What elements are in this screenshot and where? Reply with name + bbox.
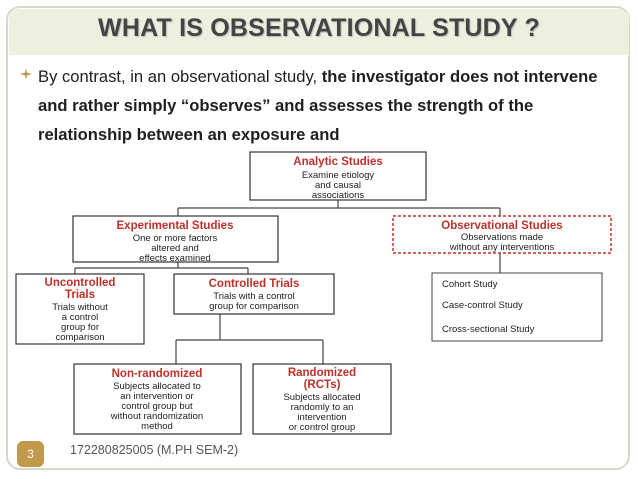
uncontrolled-trials-box (16, 274, 144, 344)
bullet-icon (20, 68, 32, 80)
non-randomized-line: method (141, 421, 173, 432)
randomized-line: intervention (297, 412, 347, 423)
experimental-title: Experimental Studies (116, 220, 234, 232)
experimental-studies-box (73, 216, 278, 264)
randomized-title: Randomized (287, 367, 357, 379)
experimental-line: effects examined (139, 253, 211, 264)
case-control-study-label: Case-control Study (442, 300, 523, 311)
uncontrolled-line: Trials without (52, 302, 108, 313)
randomized-title: (RCTs) (303, 379, 341, 391)
non-randomized-line: without randomization (110, 411, 204, 422)
observational-line: without any interventions (449, 242, 555, 253)
non-randomized-line: control group but (121, 401, 193, 412)
randomized-line: Subjects allocated (283, 392, 361, 403)
observational-line: Observations made (460, 232, 544, 243)
controlled-line: group for comparison (209, 301, 299, 312)
randomized-line: or control group (288, 422, 356, 433)
non-randomized-line: Subjects allocated to (113, 381, 201, 392)
bullet-text (38, 62, 628, 150)
bullet-text-bold: the investigator does not intervene and rather simply “observes” and assesses the strength of the relationship between an exposure and (38, 67, 598, 144)
analytic-line: and causal (315, 180, 361, 191)
uncontrolled-title: Trials (64, 289, 96, 301)
experimental-line: One or more factors (132, 233, 218, 244)
uncontrolled-line: comparison (55, 332, 105, 343)
uncontrolled-line: group for (60, 322, 100, 333)
bullet-text-normal: By contrast, in an observational study, (38, 67, 322, 86)
non-randomized-box (74, 364, 241, 434)
controlled-trials-box (174, 274, 334, 314)
non-randomized-title: Non-randomized (111, 368, 203, 380)
analytic-studies-box (250, 152, 426, 201)
randomized-line: randomly to an (290, 402, 354, 413)
analytic-line: associations (311, 190, 365, 201)
controlled-title: Controlled Trials (208, 278, 300, 290)
slide-number: 3 (17, 441, 44, 467)
analytic-title: Analytic Studies (293, 156, 383, 168)
uncontrolled-title: Uncontrolled (44, 277, 116, 289)
observational-studies-box (393, 216, 611, 253)
study-types-diagram (0, 148, 638, 440)
cross-sectional-study-label: Cross-sectional Study (442, 324, 535, 335)
footer-text: 172280825005 (M.PH SEM-2) (70, 443, 239, 457)
controlled-line: Trials with a control (213, 291, 295, 302)
experimental-line: altered and (151, 243, 199, 254)
randomized-box (253, 364, 391, 434)
cohort-study-label: Cohort Study (442, 279, 498, 290)
analytic-line: Examine etiology (301, 170, 375, 181)
slide-title: WHAT IS OBSERVATIONAL STUDY ? (98, 14, 540, 42)
observational-types-box (432, 273, 602, 341)
uncontrolled-line: a control (61, 312, 99, 323)
non-randomized-line: an intervention or (120, 391, 194, 402)
observational-title: Observational Studies (441, 220, 563, 232)
